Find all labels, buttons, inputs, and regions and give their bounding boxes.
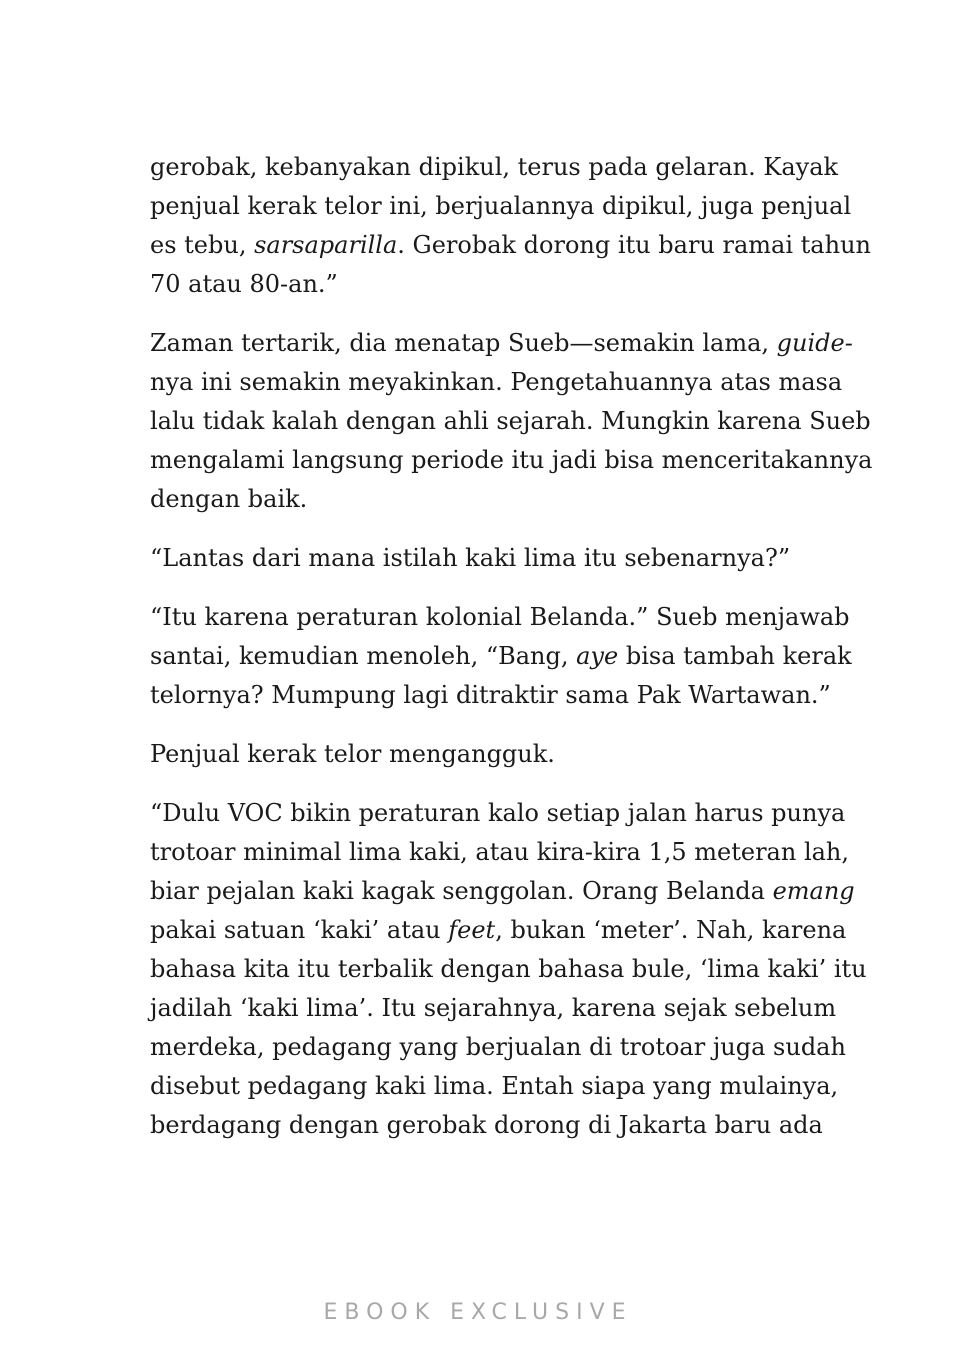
text-run: trotoar minimal lima kaki, atau kira-kira 1,5 meteran lah, <box>150 838 850 866</box>
text-run: 70 atau 80-an.” <box>150 270 338 298</box>
text-run: biar pejalan kaki kagak senggolan. Orang Belanda <box>150 877 773 905</box>
text-run: telornya? Mumpung lagi ditraktir sama Pak Wartawan.” <box>150 681 831 709</box>
text-line <box>150 950 867 989</box>
ebook-exclusive-footer: EBOOK EXCLUSIVE <box>323 1300 633 1325</box>
text-line <box>150 148 839 187</box>
italic-term: sarsaparilla <box>254 231 398 259</box>
text-run: pakai satuan ‘kaki’ atau <box>150 916 449 944</box>
text-line <box>150 637 852 676</box>
text-run: gerobak, kebanyakan dipikul, terus pada gelaran. Kayak <box>150 153 839 181</box>
text-line <box>150 1106 823 1145</box>
text-run: santai, kemudian menoleh, “Bang, <box>150 642 577 670</box>
text-run: berdagang dengan gerobak dorong di Jakarta baru ada <box>150 1111 823 1139</box>
text-line <box>150 1067 839 1106</box>
text-run: “Itu karena peraturan kolonial Belanda.” Sueb menjawab <box>150 603 850 631</box>
text-line <box>150 265 806 304</box>
text-line <box>150 989 837 1028</box>
text-run: mengalami langsung periode itu jadi bisa menceritakannya <box>150 446 873 474</box>
text-run: Penjual kerak telor mengangguk. <box>150 740 555 768</box>
text-line <box>150 676 831 715</box>
text-run: “Dulu VOC bikin peraturan kalo setiap jalan harus punya <box>150 799 846 827</box>
text-run: disebut pedagang kaki lima. Entah siapa yang mulainya, <box>150 1072 839 1100</box>
text-line <box>150 872 855 911</box>
text-line <box>150 363 843 402</box>
text-run: , bukan ‘meter’. Nah, karena <box>495 916 847 944</box>
text-line <box>150 539 806 578</box>
text-run: bisa tambah kerak <box>618 642 852 670</box>
text-run: es tebu, <box>150 231 255 259</box>
text-line <box>150 1028 846 1067</box>
page-body <box>150 148 873 1165</box>
text-line <box>150 598 850 637</box>
text-run: nya ini semakin meyakinkan. Pengetahuannya atas masa <box>150 368 843 396</box>
text-line <box>150 794 846 833</box>
text-line <box>150 480 806 519</box>
text-run: merdeka, pedagang yang berjualan di trotoar juga sudah <box>150 1033 846 1061</box>
text-run: . Gerobak dorong itu baru ramai tahun <box>397 231 871 259</box>
paragraph <box>150 324 873 519</box>
text-line <box>150 187 852 226</box>
text-run: dengan baik. <box>150 485 308 513</box>
italic-term: emang <box>772 877 855 905</box>
text-line <box>150 833 850 872</box>
text-run: jadilah ‘kaki lima’. Itu sejarahnya, karena sejak sebelum <box>150 994 837 1022</box>
paragraph <box>150 539 806 578</box>
text-run: penjual kerak telor ini, berjualannya dipikul, juga penjual <box>150 192 852 220</box>
italic-term: aye <box>576 642 619 670</box>
text-run: bahasa kita itu terbalik dengan bahasa bule, ‘lima kaki’ itu <box>150 955 867 983</box>
text-line <box>150 324 853 363</box>
text-run: Zaman tertarik, dia menatap Sueb—semakin lama, <box>150 329 777 357</box>
text-run: lalu tidak kalah dengan ahli sejarah. Mungkin karena Sueb <box>150 407 871 435</box>
paragraph <box>150 598 852 715</box>
italic-term: guide <box>776 329 845 357</box>
paragraph <box>150 794 867 1145</box>
paragraph <box>150 735 806 774</box>
text-line <box>150 735 806 774</box>
italic-term: feet <box>448 916 496 944</box>
text-run: “Lantas dari mana istilah kaki lima itu sebenarnya?” <box>150 544 791 572</box>
paragraph <box>150 148 871 304</box>
text-line <box>150 911 847 950</box>
text-line <box>150 402 871 441</box>
text-line <box>150 226 871 265</box>
text-run: - <box>844 329 853 357</box>
text-line <box>150 441 873 480</box>
